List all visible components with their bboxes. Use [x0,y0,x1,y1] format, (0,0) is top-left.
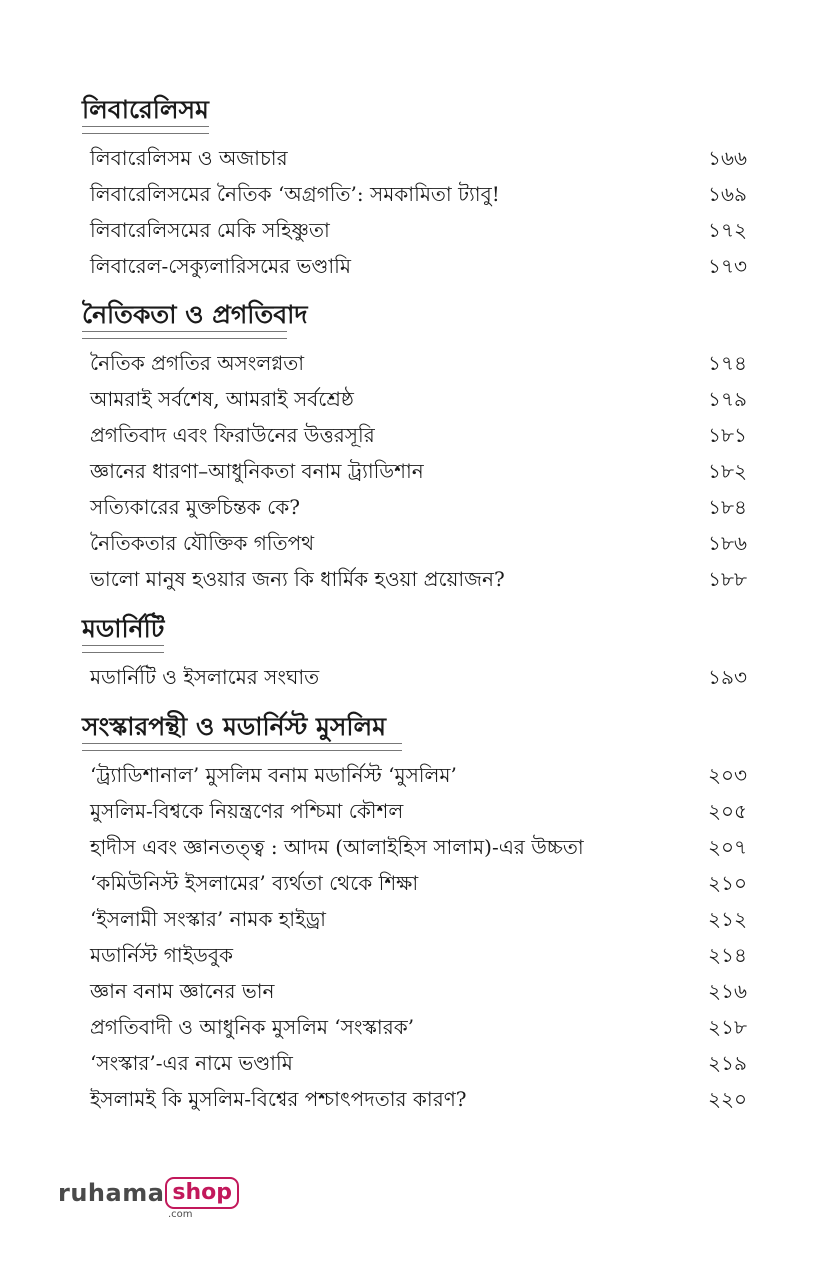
entry-title: জ্ঞানের ধারণা–আধুনিকতা বনাম ট্র্যাডিশান [90,459,424,483]
logo-domain: .com [168,1209,193,1220]
entry-title: ‘ট্র্যাডিশানাল’ মুসলিম বনাম মডার্নিস্ট ‘মুসলিম’ [90,763,457,787]
entry-title: মডার্নিটি ও ইসলামের সংঘাত [90,665,320,689]
entry-page: ২১০ [708,871,747,895]
toc-entry[interactable] [82,793,747,829]
toc-section-liberalism [82,93,747,284]
entry-title: লিবারেলিসমের মেকি সহিষ্ণুতা [90,218,330,242]
entry-page: ২১৮ [708,1015,747,1039]
toc-entry[interactable] [82,140,747,176]
entry-title: আমরাই সর্বশেষ, আমরাই সর্বশ্রেষ্ঠ [90,387,354,411]
entry-page: ১৮৮ [708,567,747,591]
section-heading: নৈতিকতা ও প্রগতিবাদ [82,298,310,335]
toc-entry[interactable] [82,176,747,212]
entry-page: ২০৫ [708,799,747,823]
section-heading: মডার্নিটি [82,612,166,649]
entry-title: ‘ইসলামী সংস্কার’ নামক হাইড্রা [90,907,326,931]
entry-title: লিবারেল-সেক্যুলারিসমের ভণ্ডামি [90,254,351,278]
toc-entry[interactable] [82,829,747,865]
entry-page: ২১৬ [708,979,747,1003]
entry-page: ১৮৬ [708,531,747,555]
toc-entry[interactable] [82,901,747,937]
entry-page: ১৭৩ [708,254,747,278]
heading-underline [82,645,164,653]
heading-underline [82,126,209,134]
entry-title: প্রগতিবাদী ও আধুনিক মুসলিম ‘সংস্কারক’ [90,1015,415,1039]
section-heading: লিবারেলিসম [82,93,211,130]
entry-page: ১৬৬ [708,146,747,170]
entry-page: ১৮২ [708,459,747,483]
entry-page: ১৭২ [708,218,747,242]
entry-title: মডার্নিস্ট গাইডবুক [90,943,233,967]
toc-entry[interactable] [82,1081,747,1117]
toc-entry[interactable] [82,973,747,1009]
entry-page: ১৭৯ [708,387,747,411]
entry-page: ২১২ [708,907,747,931]
logo-wordmark: ruhama [58,1179,165,1207]
toc-entry[interactable] [82,1045,747,1081]
toc-entry[interactable] [82,937,747,973]
toc-entry[interactable] [82,381,747,417]
entry-page: ২২০ [707,1087,747,1111]
toc-entry[interactable] [82,659,747,695]
entry-page: ১৮৪ [708,495,747,519]
entry-title: নৈতিক প্রগতির অসংলগ্নতা [90,351,305,375]
toc-entry[interactable] [82,212,747,248]
entry-page: ১৯৩ [708,665,747,689]
entry-title: নৈতিকতার যৌক্তিক গতিপথ [90,531,315,555]
entry-page: ২১৪ [708,943,747,967]
entry-page: ১৬৯ [708,182,747,206]
entry-page: ২০৭ [707,835,747,859]
toc-entry[interactable] [82,417,747,453]
heading-underline [82,743,402,751]
entry-title: ‘সংস্কার’-এর নামে ভণ্ডামি [90,1051,293,1075]
entry-title: মুসলিম-বিশ্বকে নিয়ন্ত্রণের পশ্চিমা কৌশল [90,799,404,823]
entry-title: ‘কমিউনিস্ট ইসলামের’ ব্যর্থতা থেকে শিক্ষা [90,871,419,895]
toc-entry[interactable] [82,1009,747,1045]
toc-entry[interactable] [82,489,747,525]
toc-entry[interactable] [82,248,747,284]
section-heading: সংস্কারপন্থী ও মডার্নিস্ট মুসলিম [82,710,388,747]
toc-entry[interactable] [82,345,747,381]
entry-title: সত্যিকারের মুক্তচিন্তক কে? [90,495,300,519]
entry-title: প্রগতিবাদ এবং ফিরাউনের উত্তরসূরি [90,423,375,447]
entry-title: লিবারেলিসম ও অজাচার [90,146,288,170]
logo-shop-badge: shop [165,1177,239,1209]
toc-section-reformist-muslim [82,710,747,1117]
entry-page: ১৭৪ [708,351,747,375]
entry-list [82,659,747,695]
entry-title: ইসলামই কি মুসলিম-বিশ্বের পশ্চাৎপদতার কারণ? [90,1087,467,1111]
toc-entry[interactable] [82,757,747,793]
heading-underline [82,331,287,339]
entry-page: ১৮১ [708,423,747,447]
toc-section-morality [82,298,747,597]
toc-section-modernity [82,612,747,695]
entry-title: হাদীস এবং জ্ঞানতত্ত্ব : আদম (আলাইহিস সালাম)-এর উচ্চতা [90,835,584,859]
entry-list [82,140,747,284]
toc-entry[interactable] [82,561,747,597]
entry-title: জ্ঞান বনাম জ্ঞানের ভান [90,979,275,1003]
entry-title: ভালো মানুষ হওয়ার জন্য কি ধার্মিক হওয়া প্রয়োজন? [90,567,505,591]
entry-list [82,757,747,1117]
entry-list [82,345,747,597]
entry-page: ২০৩ [707,763,747,787]
entry-page: ২১৯ [708,1051,747,1075]
entry-title: লিবারেলিসমের নৈতিক ‘অগ্রগতি’: সমকামিতা ট্যাবু! [90,182,500,206]
toc-entry[interactable] [82,865,747,901]
toc-entry[interactable] [82,525,747,561]
ruhamashop-logo [58,1176,239,1220]
toc-entry[interactable] [82,453,747,489]
